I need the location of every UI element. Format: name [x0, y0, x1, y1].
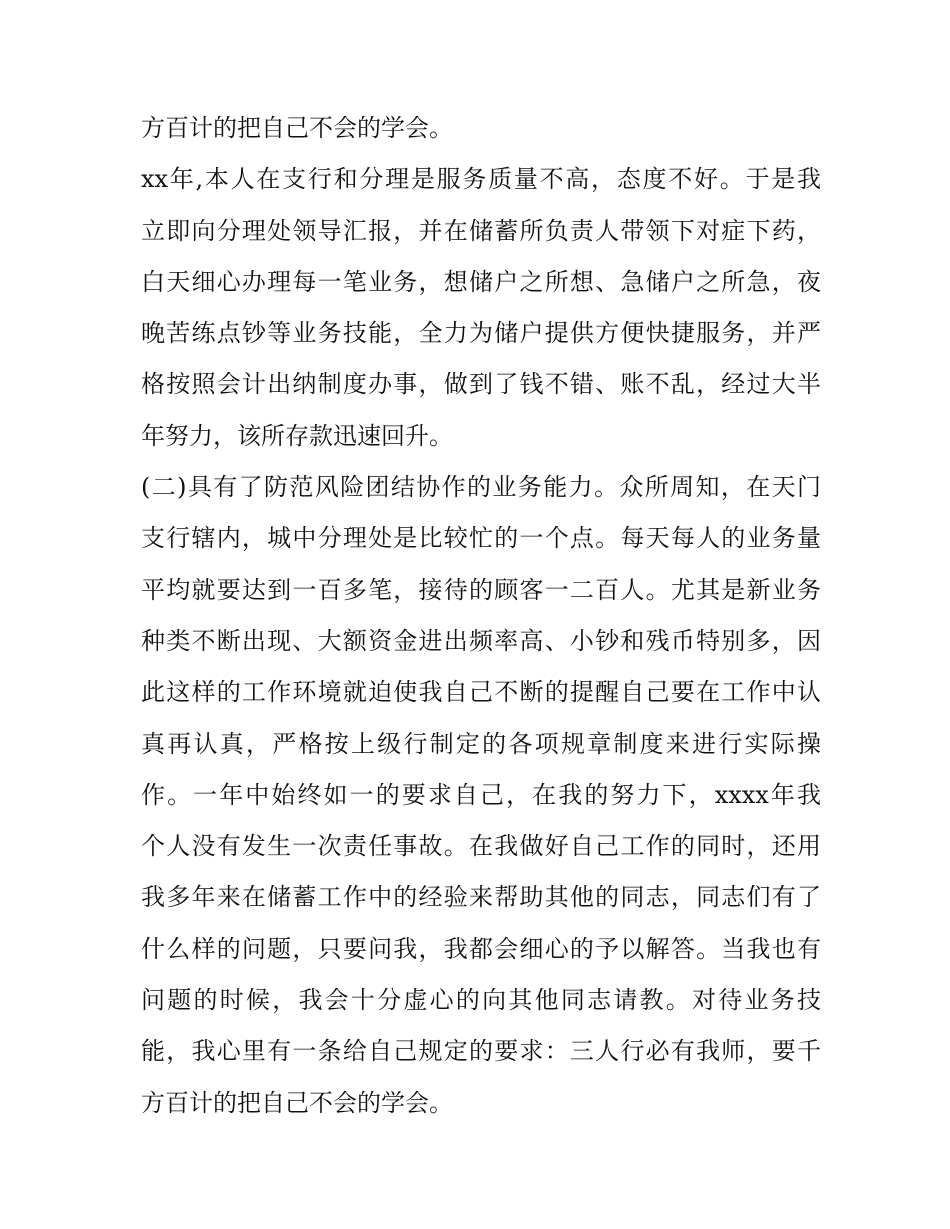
text-line: 个人没有发生一次责任事故。在我做好自己工作的同时，还用: [141, 832, 821, 861]
text-line: (二)具有了防范风险团结协作的业务能力。众所周知，在天门: [141, 473, 821, 502]
text-line: 种类不断出现、大额资金进出频率高、小钞和残币特别多，因: [141, 626, 821, 655]
text-line: 方百计的把自己不会的学会。: [141, 1088, 453, 1117]
text-line: 方百计的把自己不会的学会。: [141, 114, 453, 142]
text-line: xx年,本人在支行和分理是服务质量不高，态度不好。于是我: [141, 165, 821, 194]
text-line: 问题的时候，我会十分虚心的向其他同志请教。对待业务技: [141, 986, 821, 1015]
text-line: 年努力，该所存款迅速回升。: [141, 421, 453, 450]
text-line: 白天细心办理每一笔业务，想储户之所想、急储户之所急，夜: [141, 267, 821, 296]
text-line: 作。一年中始终如一的要求自己，在我的努力下，xxxx年我: [141, 780, 821, 809]
text-line: 什么样的问题，只要问我，我都会细心的予以解答。当我也有: [141, 934, 821, 963]
text-line: 此这样的工作环境就迫使我自己不断的提醒自己要在工作中认: [141, 678, 821, 707]
text-line: 真再认真，严格按上级行制定的各项规章制度来进行实际操: [141, 729, 821, 758]
document-body: [141, 103, 821, 1129]
text-line: 支行辖内，城中分理处是比较忙的一个点。每天每人的业务量: [141, 524, 821, 553]
text-line: 平均就要达到一百多笔，接待的顾客一二百人。尤其是新业务: [141, 575, 821, 604]
text-line: 我多年来在储蓄工作中的经验来帮助其他的同志，同志们有了: [141, 883, 821, 912]
text-line: 晚苦练点钞等业务技能，全力为储户提供方便快捷服务，并严: [141, 319, 821, 348]
text-line: 格按照会计出纳制度办事，做到了钱不错、账不乱，经过大半: [141, 370, 821, 399]
text-line: 立即向分理处领导汇报，并在储蓄所负责人带领下对症下药，: [141, 216, 821, 245]
text-line: 能，我心里有一条给自己规定的要求：三人行必有我师，要千: [141, 1037, 821, 1066]
